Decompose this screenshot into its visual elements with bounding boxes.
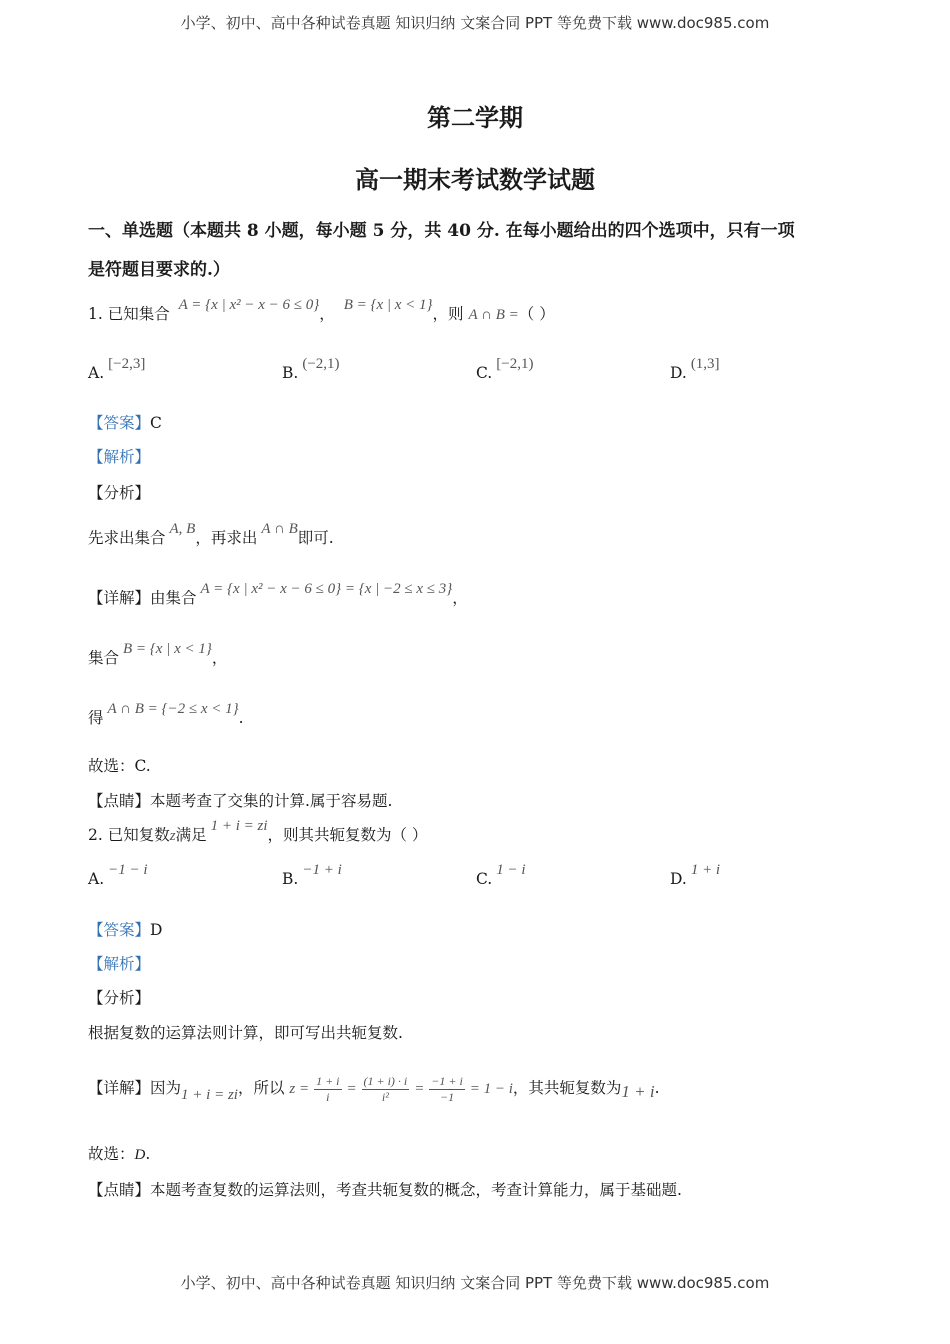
q2-fenxi: 【分析】 [88,989,151,1007]
q2-answer: 【答案】D [88,921,163,939]
q2-detail: 【详解】因为1 + i = zi，所以 z = $\frac{1 + i}{i}$ = $\frac{(1 + i) \cdot i}{\text{i²}}$ = $\frac{-1 + i}{-1}$ = 1 − i，其共轭复数为1 + i. [88,1074,660,1104]
q1-dianjing: 【点睛】本题考查了交集的计算.属于容易题. [88,792,393,810]
q2-jiexi: 【解析】 [88,955,151,973]
title-exam: 高一期末考试数学试题 [355,165,595,194]
q1-set-b: B = {x | x < 1} [343,297,433,313]
page-footer: 小学、初中、高中各种试卷真题 知识归纳 文案合同 PPT 等免费下载 www.doc985.com [180,1274,770,1292]
section-heading-line2: 是符题目要求的.） [88,260,230,280]
q1-detail: 【详解】由集合 A = {x | x² − x − 6 ≤ 0} = {x | −2 ≤ x ≤ 3}， [88,581,468,607]
q1-set-a: A = {x | x² − x − 6 ≤ 0} [178,297,320,313]
q2-choose: 故选：D. [88,1145,151,1163]
q1-option-b: B. (−2,1) [282,356,340,382]
q2-option-a: A. −1 − i [88,862,148,888]
q1-option-d: D. (1,3] [670,356,720,382]
q2-option-d: D. 1 + i [670,862,721,888]
q1-fenxi-text: 先求出集合 A, B，再求出 A ∩ B即可. [88,521,334,547]
q2-option-c: C. 1 − i [476,862,526,888]
title-term: 第二学期 [427,103,523,132]
q2-dianjing: 【点睛】本题考查复数的运算法则，考查共轭复数的概念，考查计算能力，属于基础题. [88,1181,682,1199]
section-heading-line1: 一、单选题（本题共 8 小题，每小题 5 分，共 40 分. 在每小题给出的四个选项中，只有一项 [88,221,795,241]
q1-answer: 【答案】C [88,414,162,432]
q1-ask: A ∩ B = [468,307,519,323]
q1-result: 得 A ∩ B = {−2 ≤ x < 1}. [88,701,244,727]
q1-option-a: A. [−2,3] [88,356,146,382]
q2-stem: 2. 已知复数z满足 1 + i = zi，则其共轭复数为（ ） [88,818,428,844]
q1-jiexi: 【解析】 [88,448,151,466]
q2-option-b: B. −1 + i [282,862,342,888]
q1-option-c: C. [−2,1) [476,356,534,382]
q1-stem: 1. 已知集合 A = {x | x² − x − 6 ≤ 0}， B = {x | x < 1}，则 A ∩ B =（ ） [88,297,555,323]
q1-choose: 故选：C. [88,757,151,775]
q2-fenxi-text: 根据复数的运算法则计算，即可写出共轭复数. [88,1024,403,1042]
q1-set-b-line: 集合 B = {x | x < 1}， [88,641,228,667]
q1-fenxi: 【分析】 [88,484,151,502]
page-header: 小学、初中、高中各种试卷真题 知识归纳 文案合同 PPT 等免费下载 www.doc985.com [180,14,770,32]
